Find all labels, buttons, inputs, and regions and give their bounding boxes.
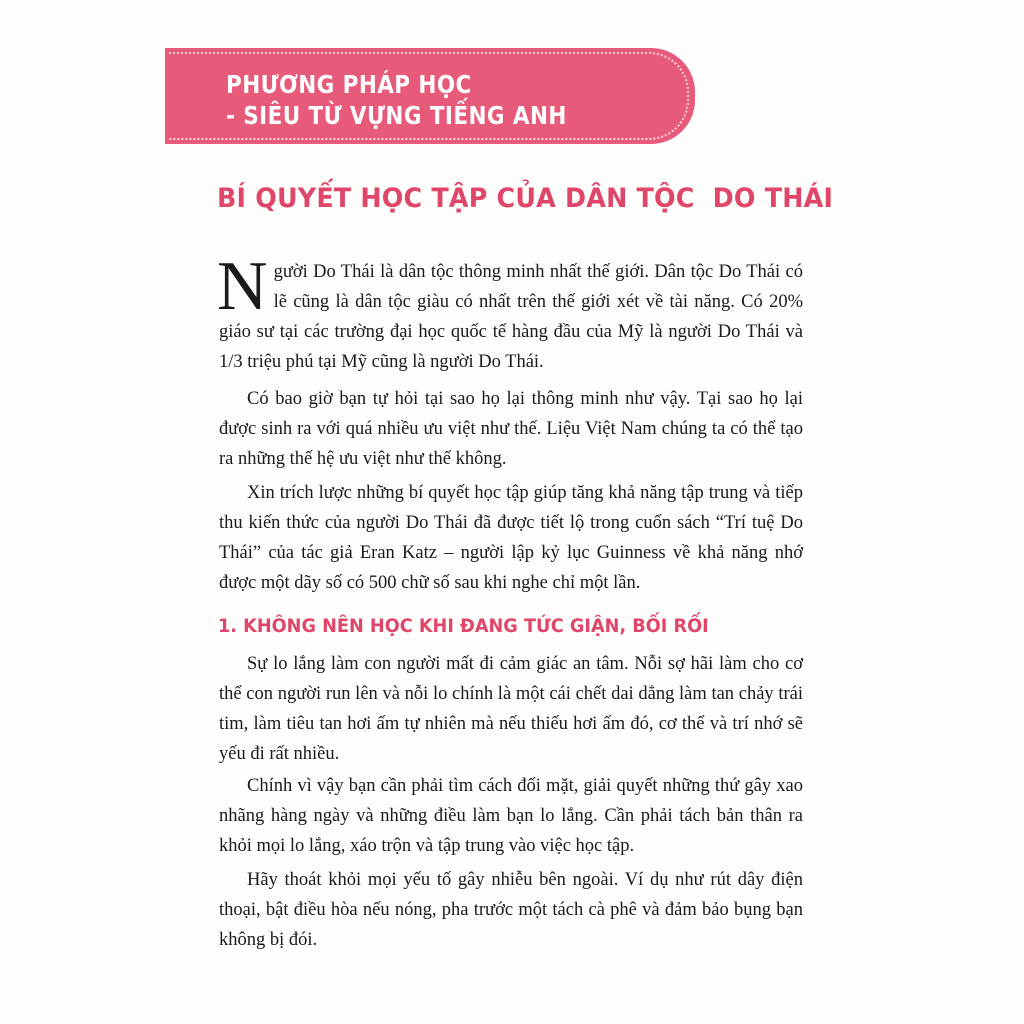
banner-title-line-1: PHƯƠNG PHÁP HỌC <box>226 70 472 99</box>
intro-paragraph-1-text: gười Do Thái là dân tộc thông minh nhất thế giới. Dân tộc Do Thái có lẽ cũng là dân tộc giàu có nhất trên thế giới xét về tài năng. Có 20% giáo sư tại các trường đại học quốc tế hàng đầu của Mỹ là người Do Thái và 1/3 triệu phú tại Mỹ cũng là người Do Thái. <box>219 262 803 372</box>
section-paragraph-3: Hãy thoát khỏi mọi yếu tố gây nhiễu bên ngoài. Ví dụ như rút dây điện thoại, bật điều hòa nếu nóng, pha trước một tách cà phê và đảm bảo bụng bạn không bị đói. <box>219 870 803 950</box>
intro-paragraph-3: Xin trích lược những bí quyết học tập giúp tăng khả năng tập trung và tiếp thu kiến thức của người Do Thái đã được tiết lộ trong cuốn sách “Trí tuệ Do Thái” của tác giả Eran Katz – người lập kỷ lục Guinness về khả năng nhớ được một dãy số có 500 chữ số sau khi nghe chỉ một lần. <box>219 483 803 593</box>
banner-title-line-2: - SIÊU TỪ VỰNG TIẾNG ANH <box>226 101 567 130</box>
section-heading: 1. KHÔNG NÊN HỌC KHI ĐANG TỨC GIẬN, BỐI RỐI <box>218 615 709 637</box>
section-paragraph-2: Chính vì vậy bạn cần phải tìm cách đối mặt, giải quyết những thứ gây xao nhãng hàng ngày và những điều làm bạn lo lắng. Cần phải tách bản thân ra khỏi mọi lo lắng, xáo trộn và tập trung vào việc học tập. <box>219 776 803 856</box>
drop-cap: N <box>217 248 268 325</box>
article-title: BÍ QUYẾT HỌC TẬP CỦA DÂN TỘC DO THÁI <box>217 183 834 214</box>
intro-paragraph-2: Có bao giờ bạn tự hỏi tại sao họ lại thông minh như vậy. Tại sao họ lại được sinh ra với quá nhiều ưu việt như thế. Liệu Việt Nam chúng ta có thể tạo ra những thế hệ ưu việt như thế không. <box>219 389 803 469</box>
section-paragraph-1: Sự lo lắng làm con người mất đi cảm giác an tâm. Nỗi sợ hãi làm cho cơ thể con người run lên và nỗi lo chính là một cái chết dai dẳng làm tan chảy trái tim, làm tiêu tan hơi ấm tự nhiên mà nếu thiếu hơi ấm đó, cơ thể và trí nhớ sẽ yếu đi rất nhiều. <box>219 654 803 764</box>
intro-paragraph-1 <box>217 248 803 377</box>
